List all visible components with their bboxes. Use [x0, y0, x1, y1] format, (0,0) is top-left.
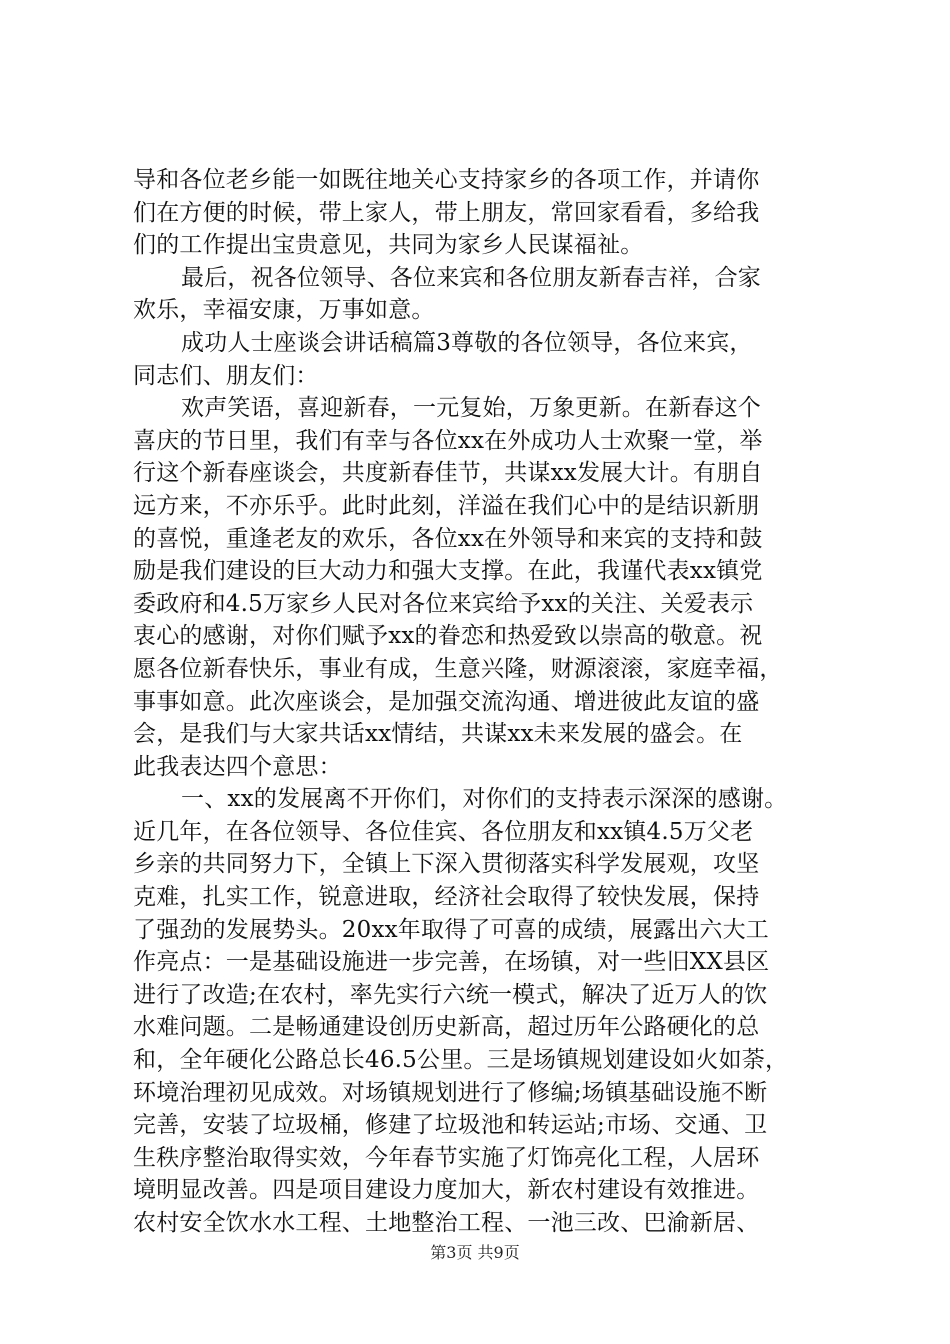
text-line: 励是我们建设的巨大动力和强大支撑。在此，我谨代表xx镇党 — [133, 558, 763, 585]
text-line: 环境治理初见成效。对场镇规划进行了修编;场镇基础设施不断 — [133, 1079, 768, 1106]
text-line: 导和各位老乡能一如既往地关心支持家乡的各项工作，并请你 — [133, 167, 760, 193]
text-line: 近几年，在各位领导、各位佳宾、各位朋友和xx镇4.5万父老 — [133, 818, 754, 845]
text-line: 和，全年硬化公路总长46.5公里。三是场镇规划建设如火如荼， — [133, 1047, 789, 1074]
text-line: 完善，安装了垃圾桶，修建了垃圾池和转运站;市场、交通、卫 — [133, 1112, 768, 1139]
text-line: 们的工作提出宝贵意见，共同为家乡人民谋福祉。 — [133, 232, 644, 259]
text-line: 行这个新春座谈会，共度新春佳节，共谋xx发展大计。有朋自 — [133, 460, 763, 487]
text-line: 乡亲的共同努力下，全镇上下深入贯彻落实科学发展观，攻坚 — [133, 851, 760, 878]
text-line: 们在方便的时候，带上家人，带上朋友，常回家看看，多给我 — [133, 199, 760, 226]
text-line: 衷心的感谢，对你们赋予xx的眷恋和热爱致以崇高的敬意。祝 — [133, 623, 763, 650]
page-footer: 第3页 共9页 — [430, 1243, 520, 1262]
text-line: 欢乐，幸福安康，万事如意。 — [133, 297, 435, 324]
text-line: 同志们、朋友们： — [133, 362, 319, 389]
text-line: 作亮点：一是基础设施进一步完善，在场镇，对一些旧XX县区 — [133, 949, 770, 976]
text-line: 此我表达四个意思： — [133, 753, 342, 780]
text-line: 克难，扎实工作，锐意进取，经济社会取得了较快发展，保持 — [133, 884, 760, 911]
text-line: 喜庆的节日里，我们有幸与各位xx在外成功人士欢聚一堂，举 — [133, 427, 763, 454]
text-line: 远方来，不亦乐乎。此时此刻，洋溢在我们心中的是结识新朋 — [133, 492, 760, 519]
text-line: 会，是我们与大家共话xx情结，共谋xx未来发展的盛会。在 — [133, 721, 743, 748]
text-line: 进行了改造;在农村，率先实行六统一模式，解决了近万人的饮 — [133, 981, 768, 1008]
text-line: 一、xx的发展离不开你们，对你们的支持表示深深的感谢。 — [181, 786, 788, 813]
text-line: 的喜悦，重逢老友的欢乐，各位xx在外领导和来宾的支持和鼓 — [133, 525, 763, 552]
text-line: 农村安全饮水水工程、土地整治工程、一池三改、巴渝新居、 — [133, 1210, 760, 1236]
text-line: 生秩序整治取得实效，今年春节实施了灯饰亮化工程，人居环 — [133, 1144, 760, 1171]
text-line: 愿各位新春快乐，事业有成，生意兴隆，财源滚滚，家庭幸福， — [133, 655, 783, 682]
text-line: 成功人士座谈会讲话稿篇3尊敬的各位领导，各位来宾， — [181, 329, 753, 356]
text-line: 欢声笑语，喜迎新春，一元复始，万象更新。在新春这个 — [181, 395, 761, 422]
body-text — [133, 164, 829, 1240]
text-line: 委政府和4.5万家乡人民对各位来宾给予xx的关注、关爱表示 — [133, 590, 754, 617]
text-line: 水难问题。二是畅通建设创历史新高，超过历年公路硬化的总 — [133, 1014, 760, 1041]
text-line: 事事如意。此次座谈会，是加强交流沟通、增进彼此友谊的盛 — [133, 688, 760, 715]
text-line: 了强劲的发展势头。20xx年取得了可喜的成绩，展露出六大工 — [133, 916, 770, 943]
text-line: 最后，祝各位领导、各位来宾和各位朋友新春吉祥，合家 — [181, 264, 761, 291]
text-line: 境明显改善。四是项目建设力度加大，新农村建设有效推进。 — [133, 1177, 760, 1204]
